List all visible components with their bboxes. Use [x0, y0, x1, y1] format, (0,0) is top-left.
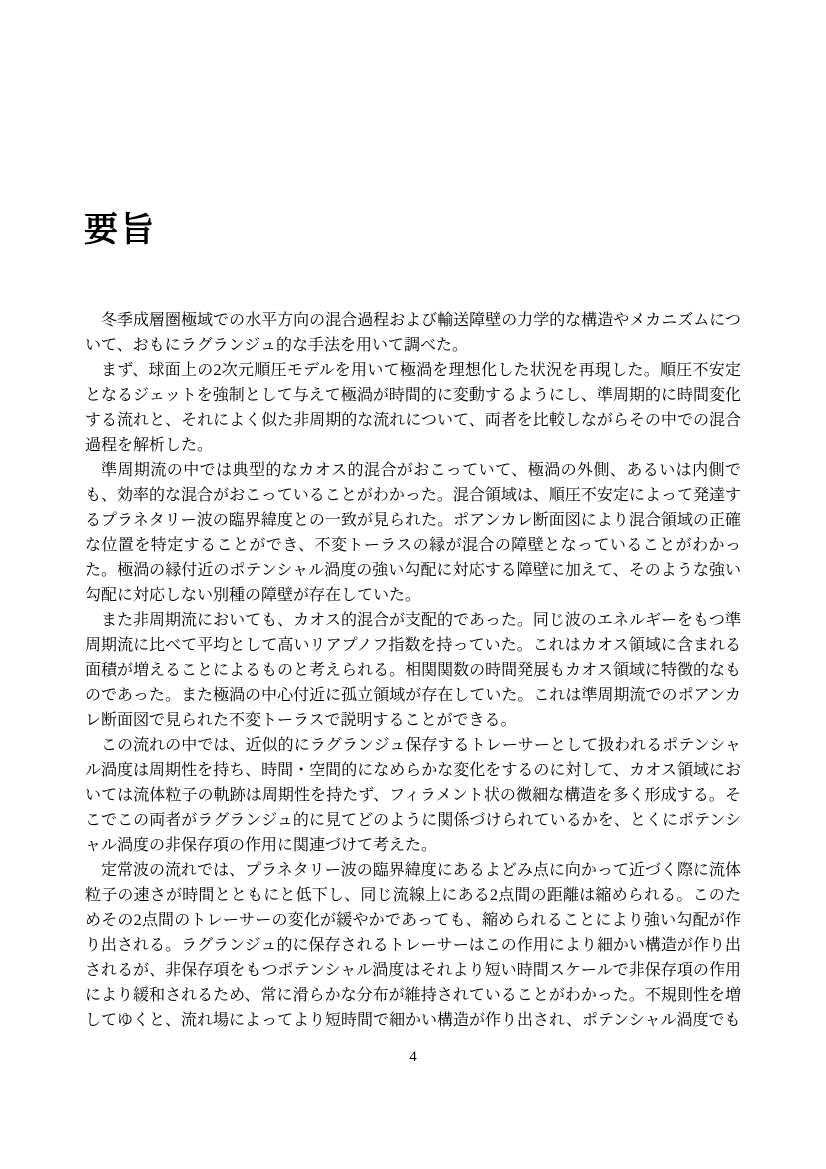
page-title: 要旨 [84, 210, 156, 250]
abstract-paragraph-6: 定常波の流れでは、プラネタリー波の臨界緯度にあるよどみ点に向かって近づく際に流体粒子の速さが時間とともにと低下し、同じ流線上にある2点間の距離は縮められる。このためその2点間のトレーサーの変化が緩やかであっても、縮められることにより強い勾配が作り出される。ラグランジュ的に保存されるトレーサーはこの作用により細かい構造が作り出されるが、非保存項をもつポテンシャル渦度はそれより短い時間スケールで非保存項の作用により緩和されるため、常に滑らかな分布が維持されていることがわかった。不規則性を増してゆくと、流れ場によってより短時間で細かい構造が作り出され、ポテンシャル渦度でも [85, 862, 742, 1029]
abstract-paragraph-2: まず、球面上の2次元順圧モデルを用いて極渦を理想化した状況を再現した。順圧不安定となるジェットを強制として与えて極渦が時間的に変動するようにし、準周期的に時間変化する流れと、それによく似た非周期的な流れについて、両者を比較しながらその中での混合過程を解析した。 [85, 362, 741, 454]
abstract-paragraph-5: この流れの中では、近似的にラグランジュ保存するトレーサーとして扱われるポテンシャル渦度は周期性を持ち、時間・空間的になめらかな変化をするのに対して、カオス領域においては流体粒子の軌跡は周期性を持たず、フィラメント状の微細な構造を多く形成する。そこでこの両者がラグランジュ的に見てどのように関係づけられているかを、とくにポテンシャル渦度の非保存項の作用に関連づけて考えた。 [85, 737, 741, 854]
abstract-paragraph-1: 冬季成層圏極域での水平方向の混合過程および輸送障壁の力学的な構造やメカニズムについて、おもにラグランジュ的な手法を用いて調べた。 [85, 312, 741, 354]
page-number: 4 [409, 1049, 417, 1065]
abstract-paragraph-4: また非周期流においても、カオス的混合が支配的であった。同じ波のエネルギーをもつ準周期流に比べて平均として高いリアプノフ指数を持っていた。これはカオス領域に含まれる面積が増えることによるものと考えられる。相関関数の時間発展もカオス領域に特徴的なものであった。また極渦の中心付近に孤立領域が存在していた。これは準周期流でのポアンカレ断面図で見られた不変トーラスで説明することができる。 [85, 612, 741, 729]
abstract-body [85, 308, 741, 1033]
abstract-paragraph-3: 準周期流の中では典型的なカオス的混合がおこっていて、極渦の外側、あるいは内側でも、効率的な混合がおこっていることがわかった。混合領域は、順圧不安定によって発達するプラネタリー波の臨界緯度との一致が見られた。ポアンカレ断面図により混合領域の正確な位置を特定することができ、不変トーラスの縁が混合の障壁となっていることがわかった。極渦の縁付近のポテンシャル渦度の強い勾配に対応する障壁に加えて、そのような強い勾配に対応しない別種の障壁が存在していた。 [85, 462, 741, 604]
